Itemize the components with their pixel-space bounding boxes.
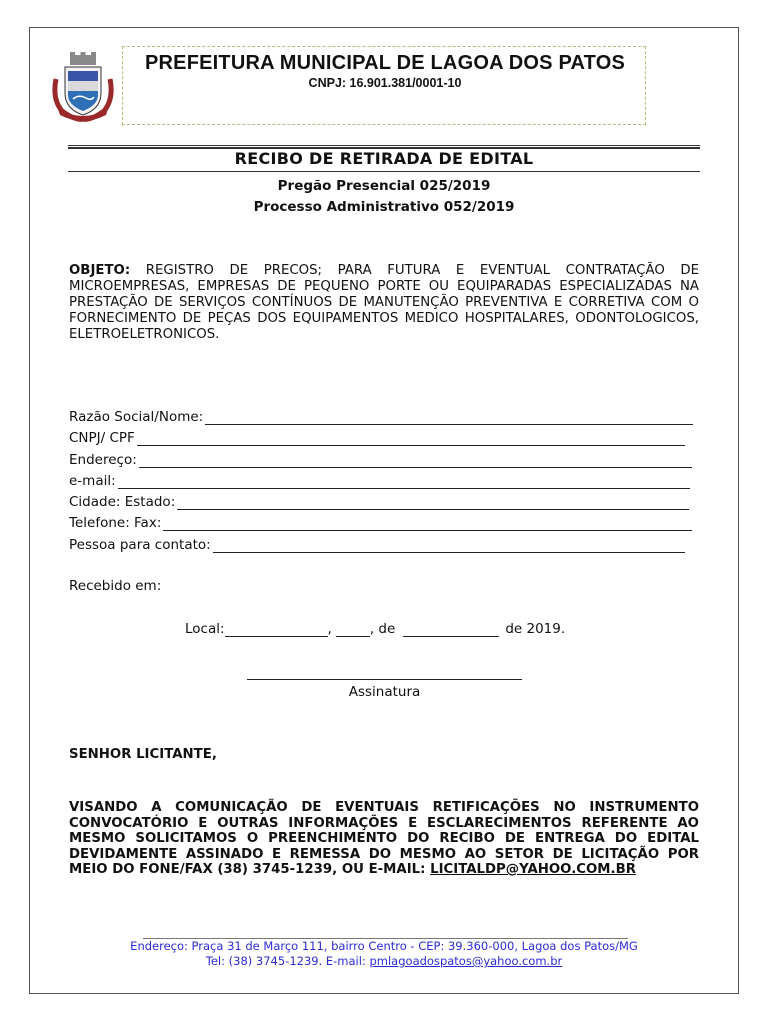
objeto-paragraph (69, 263, 699, 343)
local-label: Local: (185, 621, 225, 637)
footer-contact (68, 954, 700, 968)
year-text: de 2019. (505, 621, 566, 637)
day-blank[interactable] (336, 624, 370, 637)
notice-email-link[interactable]: LICITALDP@YAHOO.COM.BR (430, 862, 636, 877)
pregao-subtitle: Pregão Presencial 025/2019 (277, 178, 491, 194)
footer-address: Endereço: Praça 31 de Março 111, bairro Centro - CEP: 39.360-000, Lagoa dos Patos/MG (130, 939, 638, 953)
field-email[interactable] (69, 471, 690, 489)
processo-subtitle: Processo Administrativo 052/2019 (253, 199, 515, 215)
signature-label: Assinatura (348, 684, 421, 700)
header-title: PREFEITURA MUNICIPAL DE LAGOA DOS PATOS (144, 52, 626, 74)
title-rule-bottom (68, 171, 700, 172)
de-separator: , de (369, 621, 396, 637)
field-label: Razão Social/Nome: (69, 409, 204, 425)
field-line[interactable] (205, 412, 693, 425)
field-label: Pessoa para contato: (69, 537, 211, 553)
field-label: CNPJ/ CPF (69, 430, 135, 446)
field-line[interactable] (118, 476, 690, 489)
field-line[interactable] (163, 518, 692, 531)
field-telefone-fax[interactable] (69, 513, 692, 531)
field-label: e-mail: (69, 473, 116, 489)
field-line[interactable] (139, 455, 692, 468)
field-label: Cidade: Estado: (69, 494, 176, 510)
local-blank[interactable] (225, 624, 328, 637)
header-cnpj: CNPJ: 16.901.381/0001-10 (308, 76, 462, 90)
field-endereco[interactable] (69, 450, 692, 468)
footer-tel: Tel: (38) 3745-1239. E-mail: (205, 954, 370, 968)
field-line[interactable] (177, 497, 689, 510)
municipal-coat-of-arms-logo (46, 49, 120, 123)
notice-paragraph (69, 800, 699, 878)
footer-email-link[interactable]: pmlagoadospatos@yahoo.com.br (369, 954, 563, 968)
field-cidade-estado[interactable] (69, 492, 689, 510)
signature-line[interactable] (247, 679, 522, 680)
field-label: Endereço: (69, 452, 137, 468)
recebido-label: Recebido em: (69, 578, 162, 594)
title-rule-top (68, 145, 700, 146)
notice-body: VISANDO A COMUNICAÇÃO DE EVENTUAIS RETIFICAÇÕES NO INSTRUMENTO CONVOCATÓRIO E OUTRAS INFORMAÇÕES E ESCLARECIMENTOS REFERENTE AO MESMO SOLICITAMOS O PREENCHIMENTO DO RECIBO DE ENTREGA DO EDITAL DEVIDAMENTE ASSINADO E REMESSA DO MESMO AO SETOR DE LICITAÇÃO POR MEIO DO FONE/FAX (38) 3745-1239, OU E-MAIL: (69, 800, 699, 877)
senhor-licitante-heading: SENHOR LICITANTE, (69, 747, 217, 762)
field-line[interactable] (213, 540, 685, 553)
month-blank[interactable] (403, 624, 499, 637)
objeto-text: REGISTRO DE PRECOS; PARA FUTURA E EVENTUAL CONTRATAÇÃO DE MICROEMPRESAS, EMPRESAS DE PEQUENO PORTE OU EQUIPARADAS ESPECIALIZADAS NA PRESTAÇÃO DE SERVIÇOS CONTÍNUOS DE MANUTENÇÃO PREVENTIVA E CORRETIVA COM O FORNECIMENTO DE PEÇAS DOS EQUIPAMENTOS MEDICO HOSPITALARES, ODONTOLOGICOS, ELETROELETRONICOS. (69, 263, 700, 342)
field-cnpj-cpf[interactable] (69, 428, 685, 446)
objeto-label: OBJETO: (69, 263, 131, 278)
document-title: RECIBO DE RETIRADA DE EDITAL (234, 149, 534, 168)
field-line[interactable] (137, 433, 685, 446)
comma-separator: , (327, 621, 332, 637)
field-pessoa-contato[interactable] (69, 535, 685, 553)
field-razao-social[interactable] (69, 407, 693, 425)
local-date-row (185, 621, 565, 637)
field-label: Telefone: Fax: (69, 515, 162, 531)
